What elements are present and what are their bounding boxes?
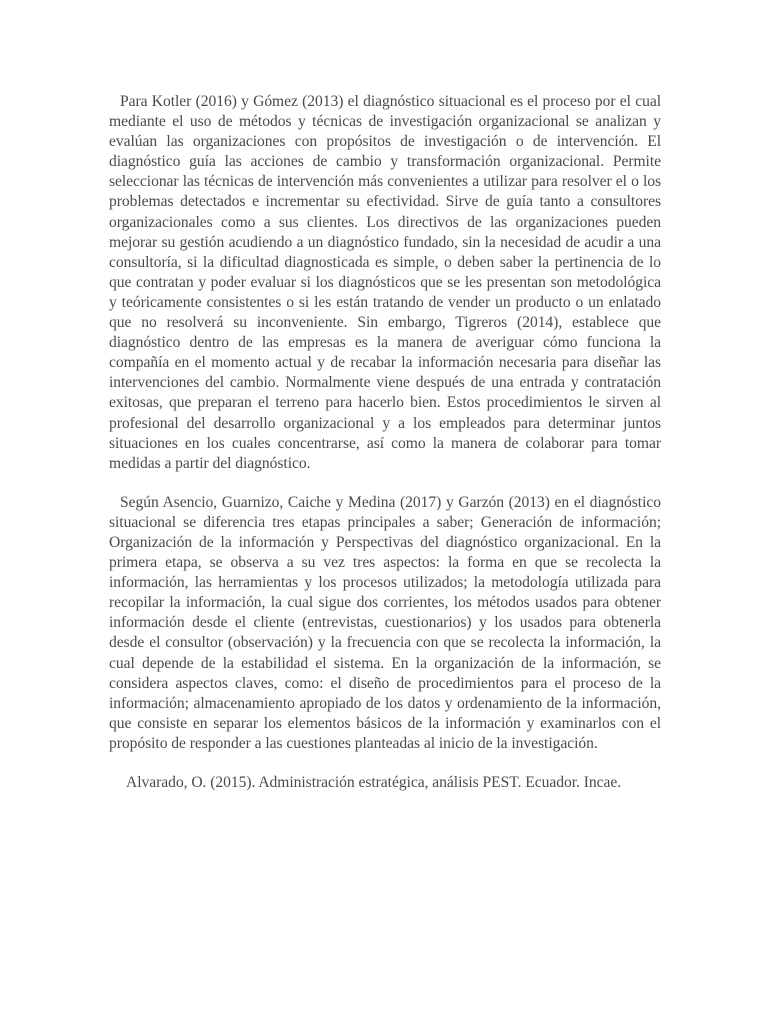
body-paragraph-2: Según Asencio, Guarnizo, Caiche y Medina (2017) y Garzón (2013) en el diagnóstico situacional se diferencia tres etapas principales a saber; Generación de información; Organización de la información y Perspectivas del diagnóstico organizacional. En la primera etapa, se observa a su vez tres aspectos: la forma en que se recolecta la información, las herramientas y los procesos utilizados; la metodología utilizada para recopilar la información, la cual sigue dos corrientes, los métodos usados para obtener información desde el cliente (entrevistas, cuestionarios) y los usados para obtenerla desde el consultor (observación) y la frecuencia con que se recolecta la información, la cual depende de la estabilidad el sistema. En la organización de la información, se considera aspectos claves, como: el diseño de procedimientos para el proceso de la información; almacenamiento apropiado de los datos y ordenamiento de la información, que consiste en separar los elementos básicos de la información y examinarlos con el propósito de responder a las cuestiones planteadas al inicio de la investigación. [109, 493, 661, 752]
reference-entry: Alvarado, O. (2015). Administración estratégica, análisis PEST. Ecuador. Incae. [126, 774, 622, 791]
document-page [109, 92, 661, 793]
body-paragraph-1: Para Kotler (2016) y Gómez (2013) el diagnóstico situacional es el proceso por el cual mediante el uso de métodos y técnicas de investigación organizacional se analizan y evalúan las organizaciones con propósitos de investigación o de intervención. El diagnóstico guía las acciones de cambio y transformación organizacional. Permite seleccionar las técnicas de intervención más convenientes a utilizar para resolver el o los problemas detectados e incrementar su efectividad. Sirve de guía tanto a consultores organizacionales como a sus clientes. Los directivos de las organizaciones pueden mejorar su gestión acudiendo a un diagnóstico fundado, sin la necesidad de acudir a una consultoría, si la dificultad diagnosticada es simple, o deben saber la pertinencia de lo que contratan y poder evaluar si los diagnósticos que se les presentan son metodológica y teóricamente consistentes o si les están tratando de vender un producto o un enlatado que no resolverá su inconveniente. Sin embargo, Tigreros (2014), establece que diagnóstico dentro de las empresas es la manera de averiguar cómo funciona la compañía en el momento actual y de recabar la información necesaria para diseñar las intervenciones del cambio. Normalmente viene después de una entrada y contratación exitosas, que preparan el terreno para hacerlo bien. Estos procedimientos le sirven al profesional del desarrollo organizacional y a los empleados para determinar juntos situaciones en los cuales concentrarse, así como la manera de colaborar para tomar medidas a partir del diagnóstico. [109, 93, 661, 472]
